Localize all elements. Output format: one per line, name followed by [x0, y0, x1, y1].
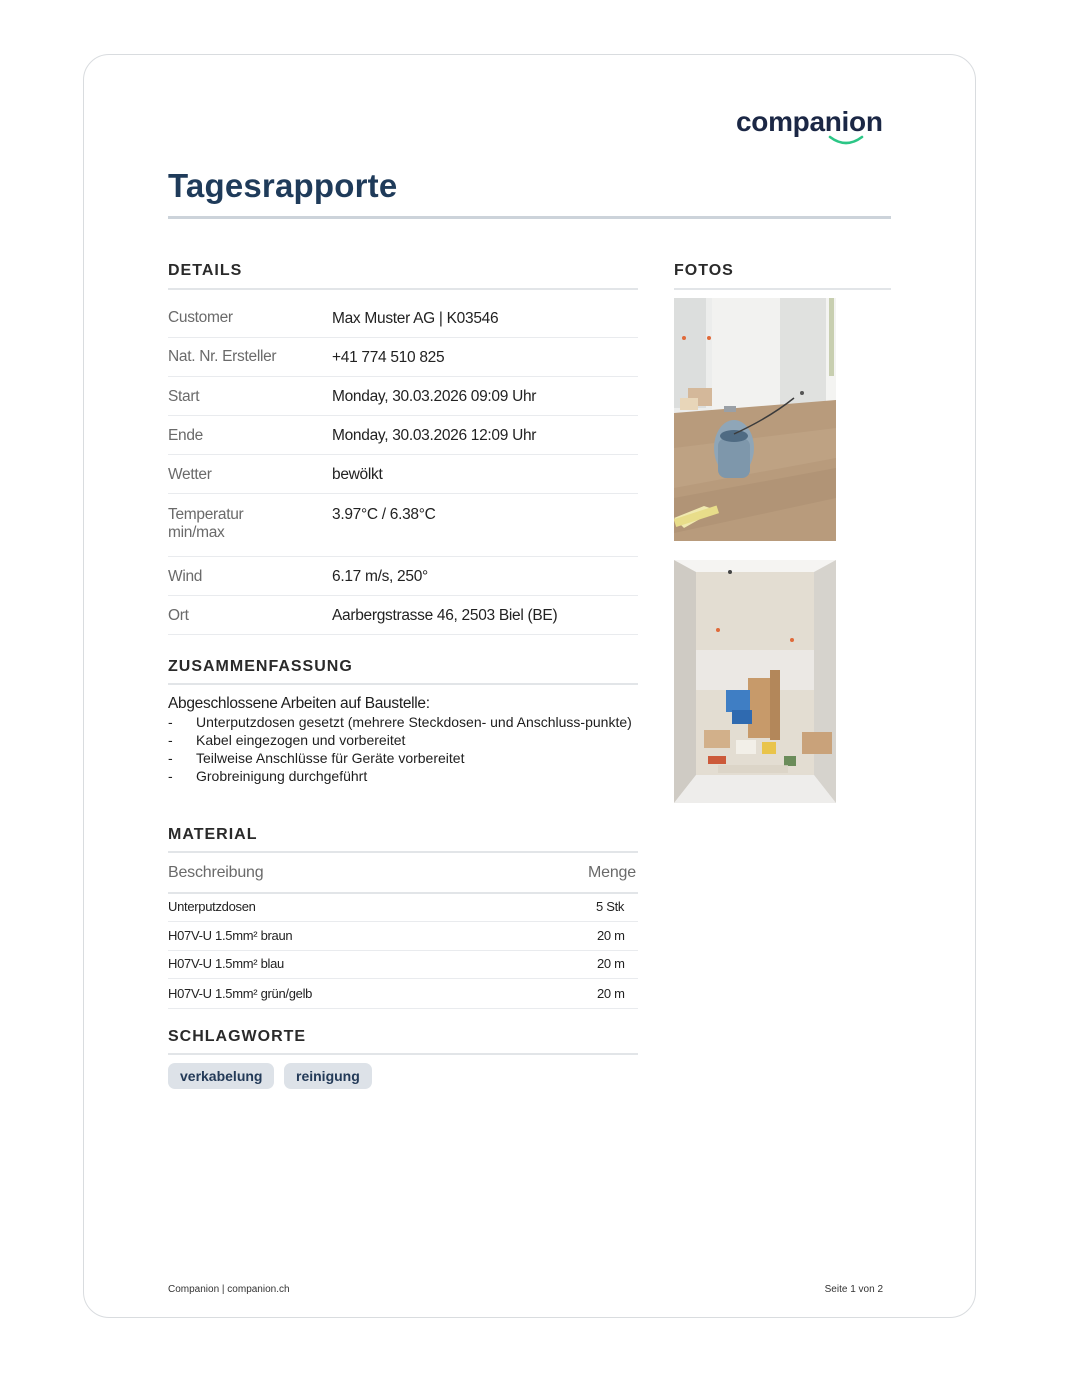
material-col-quantity: Menge: [588, 864, 636, 881]
summary-divider: [168, 683, 638, 685]
tag-reinigung: reinigung: [284, 1063, 372, 1089]
row-divider: [168, 978, 638, 979]
row-divider: [168, 376, 638, 377]
row-divider: [168, 337, 638, 338]
row-divider: [168, 415, 638, 416]
summary-item-text: Grobreinigung durchgeführt: [196, 768, 368, 784]
detail-label-wind: Wind: [168, 568, 203, 585]
row-divider: [168, 921, 638, 922]
detail-value-temperature: 3.97°C / 6.38°C: [332, 506, 436, 523]
report-page: [83, 54, 976, 1318]
detail-value-location: Aarbergstrasse 46, 2503 Biel (BE): [332, 607, 558, 624]
photos-heading: FOTOS: [674, 262, 734, 279]
material-row-quantity: 20 m: [597, 928, 625, 943]
bullet-dash: -: [168, 750, 173, 766]
row-divider: [168, 454, 638, 455]
summary-intro: Abgeschlossene Arbeiten auf Baustelle:: [168, 695, 430, 712]
page-title: Tagesrapporte: [168, 167, 398, 204]
photos-divider: [674, 288, 891, 290]
footer-page-number: Seite 1 von 2: [824, 1284, 883, 1295]
detail-value-start: Monday, 30.03.2026 09:09 Uhr: [332, 388, 537, 405]
row-divider: [168, 950, 638, 951]
detail-value-end: Monday, 30.03.2026 12:09 Uhr: [332, 427, 537, 444]
row-divider: [168, 556, 638, 557]
detail-value-wind: 6.17 m/s, 250°: [332, 568, 428, 585]
summary-item-text: Teilweise Anschlüsse für Geräte vorbereitet: [196, 750, 465, 766]
row-divider: [168, 595, 638, 596]
summary-text: [168, 695, 638, 785]
logo-smile-icon: [826, 133, 866, 149]
detail-label-location: Ort: [168, 607, 189, 624]
logo-wordmark: companion: [736, 106, 883, 137]
detail-value-weather: bewölkt: [332, 466, 383, 483]
material-header-divider: [168, 892, 638, 894]
detail-label-weather: Wetter: [168, 466, 212, 483]
material-row-description: H07V-U 1.5mm² braun: [168, 928, 293, 943]
bullet-dash: -: [168, 768, 173, 784]
title-divider: [168, 216, 891, 219]
bullet-dash: -: [168, 732, 173, 748]
detail-label-phone: Nat. Nr. Ersteller: [168, 348, 277, 365]
material-row-description: H07V-U 1.5mm² blau: [168, 956, 284, 971]
summary-list-item: [168, 731, 638, 749]
tag-verkabelung: verkabelung: [168, 1063, 274, 1089]
material-heading: MATERIAL: [168, 826, 258, 843]
summary-list-item: [168, 767, 638, 785]
summary-item-text: Kabel eingezogen und vorbereitet: [196, 732, 406, 748]
material-divider: [168, 851, 638, 853]
summary-heading: ZUSAMMENFASSUNG: [168, 658, 353, 675]
site-photo-image: [674, 298, 836, 541]
bullet-dash: -: [168, 714, 173, 730]
summary-list-item: [168, 713, 638, 731]
detail-label-customer: Customer: [168, 309, 233, 326]
site-photo-1[interactable]: [674, 298, 836, 541]
row-divider: [168, 493, 638, 494]
details-heading: DETAILS: [168, 262, 243, 279]
summary-list-item: [168, 749, 638, 767]
details-divider: [168, 288, 638, 290]
material-row-quantity: 20 m: [597, 986, 625, 1001]
footer-left: Companion | companion.ch: [168, 1284, 290, 1295]
material-row-description: H07V-U 1.5mm² grün/gelb: [168, 986, 313, 1001]
summary-item-text: Unterputzdosen gesetzt (mehrere Steckdosen- und Anschluss-punkte): [196, 714, 632, 730]
material-row-quantity: 20 m: [597, 956, 625, 971]
material-row-description: Unterputzdosen: [168, 899, 256, 914]
detail-label-temperature: Temperatur min/max: [168, 506, 244, 541]
row-divider: [168, 1008, 638, 1009]
companion-logo: [736, 105, 896, 151]
detail-value-phone: +41 774 510 825: [332, 349, 445, 366]
detail-label-end: Ende: [168, 427, 203, 444]
row-divider: [168, 634, 638, 635]
detail-label-start: Start: [168, 388, 200, 405]
material-col-description: Beschreibung: [168, 864, 264, 881]
keywords-divider: [168, 1053, 638, 1055]
site-photo-image: [674, 560, 836, 803]
detail-value-customer: Max Muster AG | K03546: [332, 310, 499, 327]
site-photo-2[interactable]: [674, 560, 836, 803]
material-row-quantity: 5 Stk: [596, 899, 625, 914]
keywords-heading: SCHLAGWORTE: [168, 1028, 307, 1045]
